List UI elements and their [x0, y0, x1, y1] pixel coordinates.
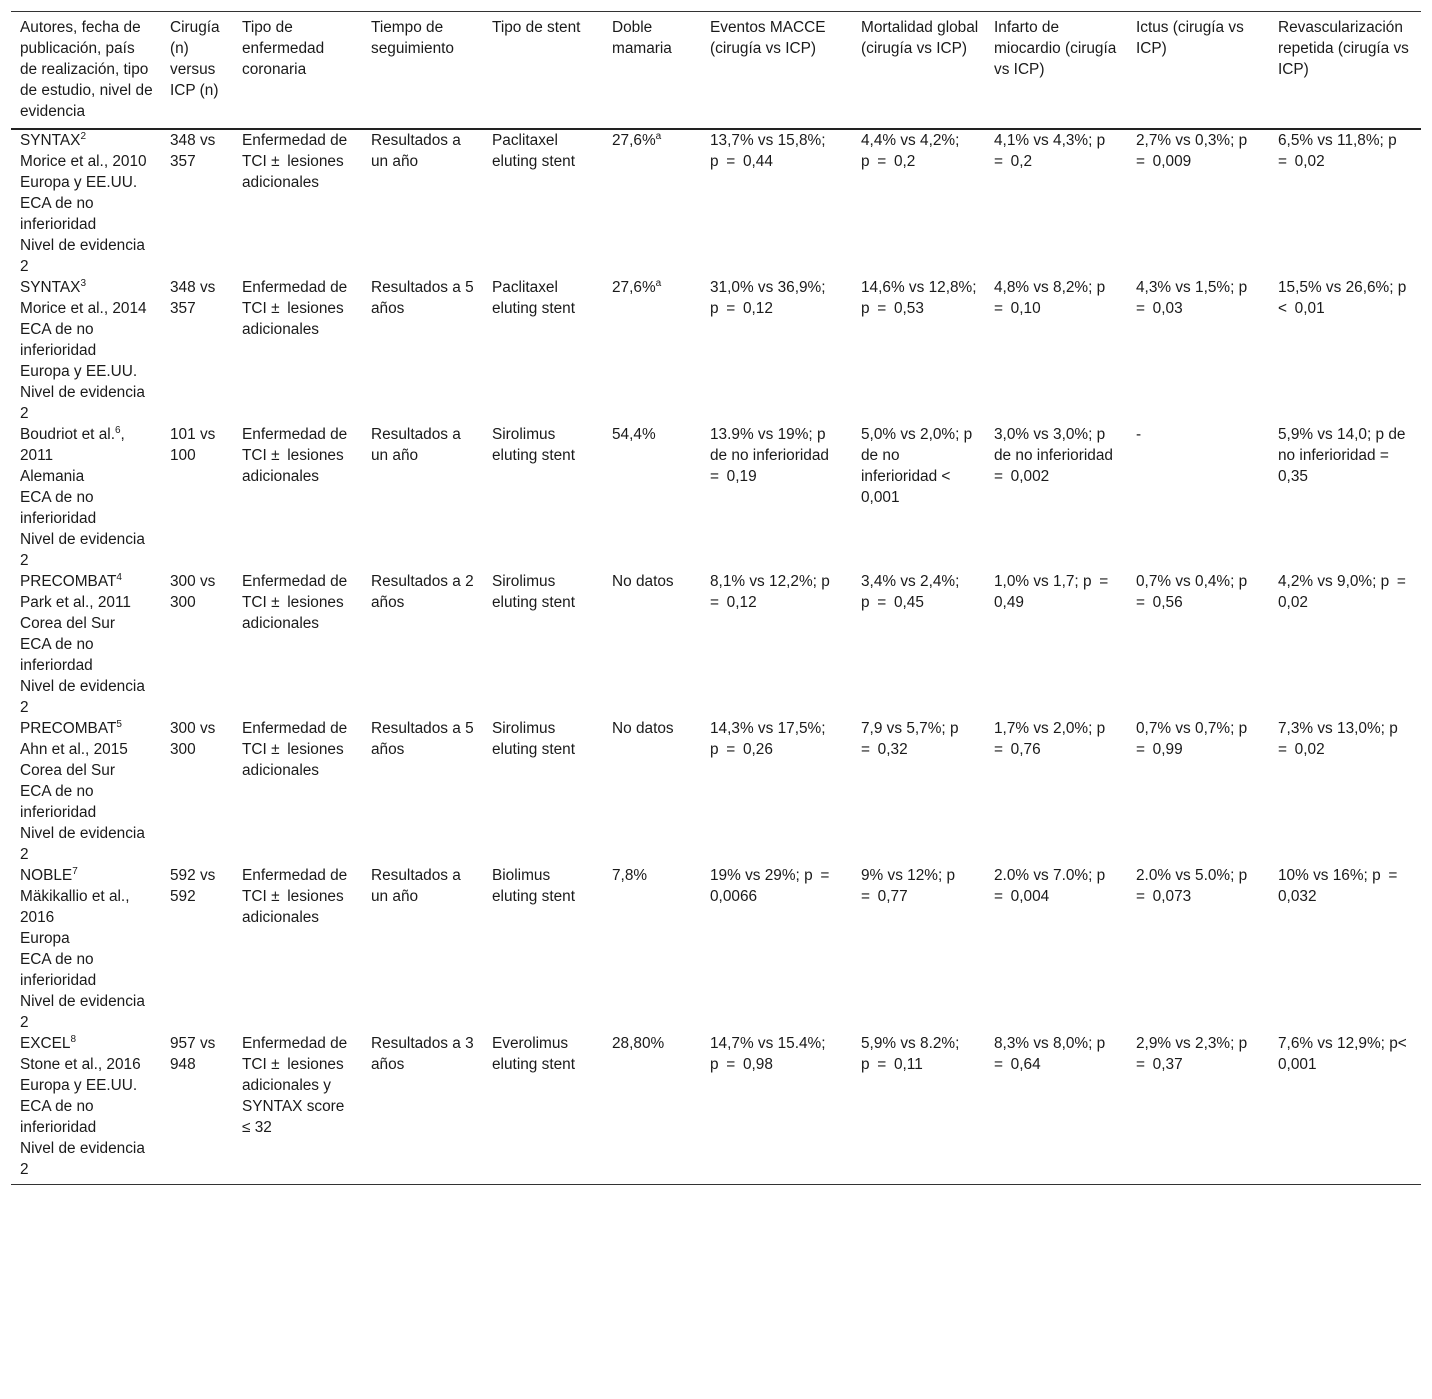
study-detail-line: Nivel de evidencia 2	[20, 825, 145, 863]
study-detail-line: ECA de no inferioridad	[20, 321, 97, 359]
macce-cell: 8,1% vs 12,2%; p = 0,12	[710, 573, 838, 611]
reference-number: 8	[70, 1033, 77, 1045]
sample-size-cell: 592 vs 592	[170, 867, 216, 905]
study-detail-line: Europa y EE.UU.	[20, 174, 138, 191]
sample-size-cell: 300 vs 300	[170, 573, 216, 611]
header-stent-type: Tipo de stent	[483, 12, 603, 130]
study-details	[20, 739, 155, 865]
infarction-cell: 1,0% vs 1,7; p = 0,49	[994, 573, 1116, 611]
study-detail-line: Nivel de evidencia 2	[20, 384, 145, 422]
header-infarction: Infarto de miocardio (cirugía vs ICP)	[985, 12, 1127, 130]
study-detail-line: Alemania	[20, 468, 85, 485]
study-detail-line: ECA de no inferioridad	[20, 195, 97, 233]
disease-type-cell: Enfermedad de TCI ± lesiones adicionales	[242, 426, 352, 485]
study-cell	[11, 277, 161, 424]
study-details	[20, 298, 155, 424]
macce-cell: 31,0% vs 36,9%; p = 0,12	[710, 279, 830, 317]
revascularization-cell: 4,2% vs 9,0%; p = 0,02	[1278, 573, 1414, 611]
reference-number: 7	[72, 865, 78, 877]
study-detail-line: Mäkikallio et al., 2016	[20, 888, 130, 926]
mortality-cell: 14,6% vs 12,8%; p = 0,53	[861, 279, 981, 317]
double-mammary-cell: No datos	[612, 720, 674, 737]
reference-number: 4	[116, 571, 122, 583]
follow-up-cell: Resultados a 2 años	[371, 573, 474, 611]
table-body	[11, 129, 1421, 1185]
revascularization-cell: 15,5% vs 26,6%; p < 0,01	[1278, 279, 1411, 317]
follow-up-cell: Resultados a 5 años	[371, 279, 474, 317]
infarction-cell: 1,7% vs 2,0%; p = 0,76	[994, 720, 1113, 758]
reference-number: 3	[80, 277, 86, 289]
study-detail-line: Nivel de evidencia 2	[20, 237, 145, 275]
mortality-cell: 9% vs 12%; p = 0,77	[861, 867, 963, 905]
double-mammary-cell: 27,6%$^a$	[612, 130, 662, 149]
stent-type-cell: Sirolimus eluting stent	[492, 426, 575, 464]
macce-cell: 13,7% vs 15,8%; p = 0,44	[710, 132, 830, 170]
macce-cell: 13.9% vs 19%; p de no inferioridad = 0,19	[710, 426, 834, 485]
double-mammary-cell: 7,8%	[612, 867, 648, 884]
stroke-cell: 2,9% vs 2,3%; p = 0,37	[1127, 1033, 1269, 1185]
follow-up-cell: Resultados a un año	[371, 426, 461, 464]
double-mammary-cell: No datos	[612, 573, 674, 590]
study-name: SYNTAX$^3$	[20, 277, 86, 296]
study-detail-line: ECA de no inferiordad	[20, 636, 94, 674]
double-mammary-cell: 54,4%	[612, 426, 656, 443]
study-detail-line: Europa y EE.UU.	[20, 363, 138, 380]
reference-number: 5	[116, 718, 122, 730]
stent-type-cell: Biolimus eluting stent	[492, 867, 575, 905]
disease-type-cell: Enfermedad de TCI ± lesiones adicionales	[242, 132, 352, 191]
stroke-cell: 0,7% vs 0,7%; p = 0,99	[1136, 720, 1255, 758]
comparison-table	[11, 11, 1421, 1185]
header-mortality: Mortalidad global (cirugía vs ICP)	[852, 12, 985, 130]
disease-type-cell: Enfermedad de TCI ± lesiones adicionales	[242, 573, 352, 632]
study-detail-line: Stone et al., 2016	[20, 1056, 141, 1073]
study-detail-line: Corea del Sur	[20, 615, 115, 632]
header-row	[11, 12, 1421, 130]
study-detail-line: Nivel de evidencia 2	[20, 993, 145, 1031]
stent-type-cell: Paclitaxel eluting stent	[492, 279, 575, 317]
study-cell	[11, 1033, 161, 1185]
mortality-cell: 7,9 vs 5,7%; p = 0,32	[861, 720, 967, 758]
reference-number: 6	[114, 424, 121, 436]
disease-type-cell: Enfermedad de TCI ± lesiones adicionales y SYNTAX score ≤ 32	[233, 1033, 362, 1185]
stent-type-cell: Paclitaxel eluting stent	[492, 132, 575, 170]
study-cell	[11, 424, 161, 571]
table-row	[11, 865, 1421, 1033]
study-name: EXCEL$^8$	[20, 1033, 77, 1052]
stroke-cell: 2.0% vs 5.0%; p = 0,073	[1136, 867, 1255, 905]
follow-up-cell: Resultados a un año	[371, 132, 461, 170]
stroke-cell: 4,3% vs 1,5%; p = 0,03	[1136, 279, 1255, 317]
sample-size-cell: 957 vs 948	[161, 1033, 233, 1185]
header-revascularization: Revascularización repetida (cirugía vs ICP)	[1269, 12, 1421, 130]
study-details	[20, 151, 155, 277]
double-mammary-cell: 28,80%	[603, 1033, 701, 1185]
study-detail-line: ECA de no inferioridad	[20, 783, 97, 821]
study-detail-line: ECA de no inferioridad	[20, 489, 97, 527]
header-authors: Autores, fecha de publicación, país de realización, tipo de estudio, nivel de evidencia	[11, 12, 161, 130]
follow-up-cell: Resultados a 5 años	[371, 720, 474, 758]
study-detail-line: Morice et al., 2010	[20, 153, 147, 170]
mortality-cell: 4,4% vs 4,2%; p = 0,2	[861, 132, 964, 170]
study-detail-line: Nivel de evidencia 2	[20, 531, 145, 569]
study-name: Boudriot et al.$^6$, 2011	[20, 424, 125, 464]
sample-size-cell: 101 vs 100	[170, 426, 216, 464]
stroke-cell: 0,7% vs 0,4%; p = 0,56	[1136, 573, 1255, 611]
header-disease-type: Tipo de enfermedad coronaria	[233, 12, 362, 130]
study-cell	[11, 571, 161, 718]
reference-number: 2	[80, 130, 86, 142]
header-stroke: Ictus (cirugía vs ICP)	[1127, 12, 1269, 130]
study-details	[20, 1054, 155, 1180]
comparison-table-container	[11, 11, 1421, 1185]
stent-type-cell: Sirolimus eluting stent	[492, 720, 575, 758]
study-name: PRECOMBAT$^5$	[20, 718, 122, 737]
header-macce: Eventos MACCE (cirugía vs ICP)	[701, 12, 852, 130]
mortality-cell: 5,0% vs 2,0%; p de no inferioridad < 0,001	[861, 426, 977, 506]
study-name: NOBLE$^7$	[20, 865, 78, 884]
study-details	[20, 886, 155, 1033]
disease-type-cell: Enfermedad de TCI ± lesiones adicionales	[242, 720, 352, 779]
study-detail-line: Nivel de evidencia 2	[20, 1140, 145, 1178]
revascularization-cell: 5,9% vs 14,0; p de no inferioridad = 0,35	[1278, 426, 1410, 485]
macce-cell: 14,7% vs 15.4%; p = 0,98	[701, 1033, 852, 1185]
follow-up-cell: Resultados a un año	[371, 867, 461, 905]
study-detail-line: Europa y EE.UU.	[20, 1077, 138, 1094]
table-row	[11, 718, 1421, 865]
double-mammary-cell: 27,6%$^a$	[612, 277, 662, 296]
revascularization-cell: 7,6% vs 12,9%; p< 0,001	[1269, 1033, 1421, 1185]
stroke-cell: -	[1136, 426, 1142, 443]
header-double-mammary: Doble mamaria	[603, 12, 701, 130]
mortality-cell: 3,4% vs 2,4%; p = 0,45	[861, 573, 964, 611]
sample-size-cell: 348 vs 357	[170, 279, 216, 317]
study-detail-line: Nivel de evidencia 2	[20, 678, 145, 716]
macce-cell: 19% vs 29%; p = 0,0066	[710, 867, 838, 905]
infarction-cell: 4,1% vs 4,3%; p = 0,2	[994, 132, 1113, 170]
stent-type-cell: Sirolimus eluting stent	[492, 573, 575, 611]
study-name: SYNTAX$^2$	[20, 130, 86, 149]
stent-type-cell: Everolimus eluting stent	[483, 1033, 603, 1185]
study-detail-line: Morice et al., 2014	[20, 300, 147, 317]
study-detail-line: ECA de no inferioridad	[20, 1098, 97, 1136]
header-follow-up: Tiempo de seguimiento	[362, 12, 483, 130]
footnote-marker: a	[655, 277, 662, 289]
sample-size-cell: 300 vs 300	[170, 720, 216, 758]
table-row	[11, 277, 1421, 424]
infarction-cell: 2.0% vs 7.0%; p = 0,004	[994, 867, 1113, 905]
table-row	[11, 424, 1421, 571]
footnote-marker: a	[655, 130, 662, 142]
header-sample-size: Cirugía (n) versus ICP (n)	[161, 12, 233, 130]
study-details	[20, 592, 155, 718]
disease-type-cell: Enfermedad de TCI ± lesiones adicionales	[242, 279, 352, 338]
disease-type-cell: Enfermedad de TCI ± lesiones adicionales	[242, 867, 352, 926]
stroke-cell: 2,7% vs 0,3%; p = 0,009	[1136, 132, 1255, 170]
study-detail-line: Park et al., 2011	[20, 594, 131, 611]
revascularization-cell: 6,5% vs 11,8%; p = 0,02	[1278, 132, 1405, 170]
study-cell	[11, 718, 161, 865]
study-name: PRECOMBAT$^4$	[20, 571, 122, 590]
infarction-cell: 4,8% vs 8,2%; p = 0,10	[994, 279, 1113, 317]
table-row	[11, 571, 1421, 718]
study-detail-line: Corea del Sur	[20, 762, 115, 779]
infarction-cell: 8,3% vs 8,0%; p = 0,64	[985, 1033, 1127, 1185]
revascularization-cell: 7,3% vs 13,0%; p = 0,02	[1278, 720, 1406, 758]
mortality-cell: 5,9% vs 8.2%; p = 0,11	[852, 1033, 985, 1185]
infarction-cell: 3,0% vs 3,0%; p de no inferioridad = 0,002	[994, 426, 1118, 485]
revascularization-cell: 10% vs 16%; p = 0,032	[1278, 867, 1406, 905]
study-detail-line: Europa	[20, 930, 70, 947]
study-detail-line: ECA de no inferioridad	[20, 951, 97, 989]
table-row	[11, 129, 1421, 277]
follow-up-cell: Resultados a 3 años	[362, 1033, 483, 1185]
study-cell	[11, 865, 161, 1033]
study-detail-line: Ahn et al., 2015	[20, 741, 128, 758]
study-details	[20, 466, 155, 571]
table-row	[11, 1033, 1421, 1185]
sample-size-cell: 348 vs 357	[170, 132, 216, 170]
macce-cell: 14,3% vs 17,5%; p = 0,26	[710, 720, 830, 758]
study-cell	[11, 129, 161, 277]
